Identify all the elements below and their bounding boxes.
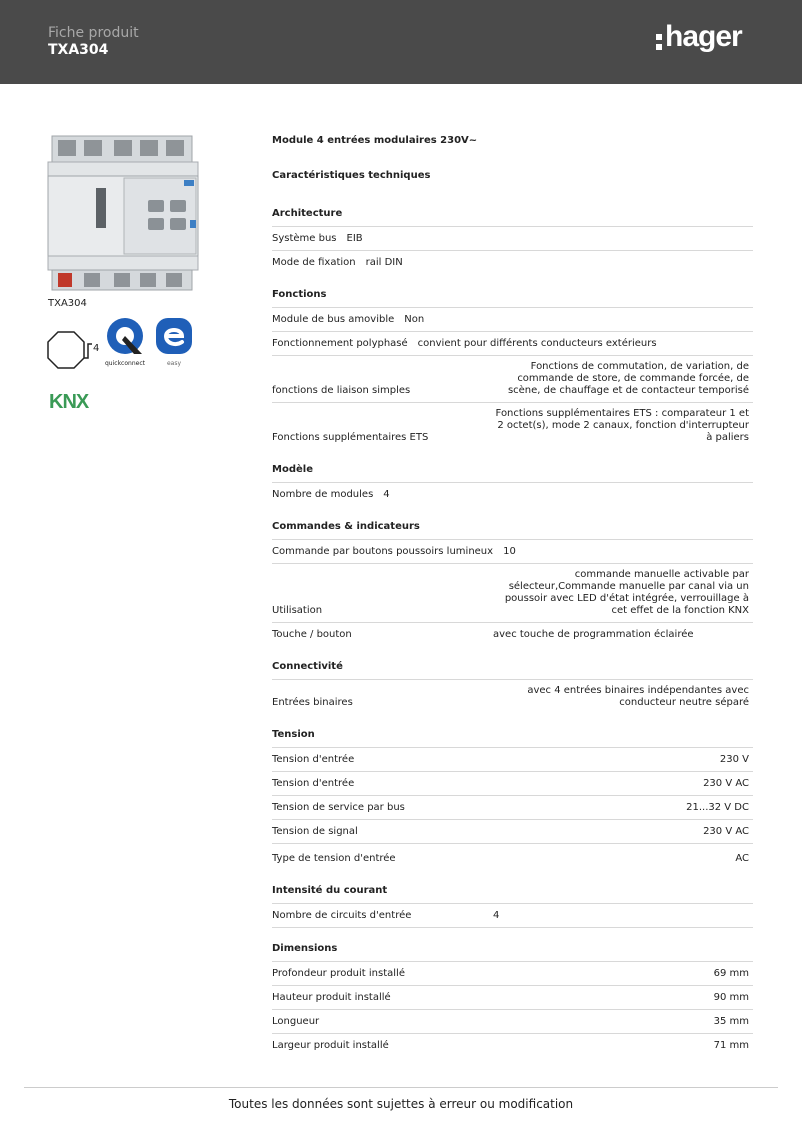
row-label: Module de bus amovible: [272, 314, 395, 325]
table-row: [272, 483, 753, 506]
spec-subtitle: Caractéristiques techniques: [272, 170, 431, 181]
row-label: Hauteur produit installé: [272, 992, 391, 1003]
table-row: [272, 564, 753, 623]
row-label: Commande par boutons poussoirs lumineux: [272, 546, 494, 557]
quickconnect-label: quickconnect: [105, 360, 145, 367]
table-row: [272, 796, 753, 820]
row-value: AC: [735, 853, 749, 864]
row-label: Profondeur produit installé: [272, 968, 405, 979]
knx-label: KNX: [49, 391, 89, 412]
spec-table: [272, 130, 753, 1057]
row-label: Mode de fixation: [272, 257, 356, 268]
table-row: [272, 962, 753, 986]
easy-icon: [154, 316, 194, 368]
section-tension: Tension: [272, 714, 753, 748]
row-label: Utilisation: [272, 605, 323, 616]
table-row: [272, 623, 753, 646]
image-caption: TXA304: [48, 298, 87, 309]
section-dimensions: Dimensions: [272, 927, 753, 962]
table-row: [272, 1010, 753, 1034]
row-value: 21...32 V DC: [686, 802, 749, 813]
row-value: convient pour différents conducteurs extérieurs: [417, 338, 657, 349]
octa-label: 4: [93, 343, 100, 354]
table-row: [272, 332, 753, 356]
row-value: 90 mm: [713, 992, 749, 1003]
row-label: Longueur: [272, 1016, 320, 1027]
table-row: [272, 748, 753, 772]
row-value: 69 mm: [713, 968, 749, 979]
section-fonctions: Fonctions: [272, 274, 753, 308]
row-label: Entrées binaires: [272, 697, 353, 708]
table-row: [272, 403, 753, 449]
row-value: commande manuelle activable par sélecteur,Commande manuelle par canal via un poussoir avec LED d'état intégrée, verrouillage à cet effet de la fonction KNX: [504, 569, 749, 616]
row-label: Largeur produit installé: [272, 1040, 389, 1051]
row-label: Nombre de modules: [272, 489, 374, 500]
table-row: [272, 356, 753, 403]
row-value: rail DIN: [365, 257, 403, 268]
logo-text: hager: [665, 20, 742, 53]
row-label: Touche / bouton: [272, 629, 352, 640]
row-label: Tension de service par bus: [272, 802, 405, 813]
table-row: [272, 251, 753, 274]
product-image: [44, 130, 204, 295]
table-row: [272, 308, 753, 332]
section-intensite: Intensité du courant: [272, 870, 753, 904]
row-value: 35 mm: [713, 1016, 749, 1027]
row-label: Tension de signal: [272, 826, 358, 837]
row-value: 71 mm: [713, 1040, 749, 1051]
row-value: 4: [493, 910, 500, 921]
octagon-4-icon: [46, 330, 102, 370]
row-value: avec 4 entrées binaires indépendantes avec conducteur neutre séparé: [527, 685, 749, 708]
header-subtitle: Fiche produit: [48, 25, 139, 41]
table-row: [272, 772, 753, 796]
row-value: 4: [383, 489, 390, 500]
row-label: fonctions de liaison simples: [272, 385, 411, 396]
row-label: Nombre de circuits d'entrée: [272, 910, 412, 921]
table-row: [272, 904, 753, 927]
table-row: [272, 820, 753, 844]
row-label: Type de tension d'entrée: [272, 853, 396, 864]
row-label: Système bus: [272, 233, 337, 244]
page-header: [0, 0, 802, 84]
row-label: Tension d'entrée: [272, 778, 355, 789]
easy-label: easy: [166, 360, 182, 367]
row-value: EIB: [346, 233, 363, 244]
section-architecture: Architecture: [272, 186, 753, 227]
row-value: Non: [404, 314, 425, 325]
table-row: [272, 227, 753, 251]
footer-divider: [24, 1087, 778, 1088]
row-value: 10: [503, 546, 516, 557]
section-modele: Modèle: [272, 449, 753, 483]
row-value: 230 V: [719, 754, 749, 765]
table-row: [272, 1034, 753, 1057]
row-value: 230 V AC: [703, 826, 749, 837]
knx-icon: [48, 386, 98, 412]
footer-disclaimer: Toutes les données sont sujettes à erreur ou modification: [228, 1097, 574, 1111]
section-commandes: Commandes & indicateurs: [272, 506, 753, 540]
table-row: [272, 844, 753, 870]
row-value: avec touche de programmation éclairée: [493, 629, 694, 640]
section-connectivite: Connectivité: [272, 646, 753, 680]
row-label: Fonctionnement polyphasé: [272, 338, 408, 349]
row-label: Tension d'entrée: [272, 754, 355, 765]
row-value: Fonctions de commutation, de variation, de commande de store, de commande forcée, de scène, de chauffage et de contacteur temporisé: [507, 361, 749, 396]
row-value: Fonctions supplémentaires ETS : comparateur 1 et 2 octet(s), mode 2 canaux, fonction d'interrupteur à paliers: [495, 408, 749, 443]
row-value: 230 V AC: [703, 778, 749, 789]
row-label: Fonctions supplémentaires ETS: [272, 432, 429, 443]
product-title: Module 4 entrées modulaires 230V~: [272, 135, 478, 146]
table-row: [272, 680, 753, 714]
logo-dots-icon: [656, 34, 662, 54]
header-title: TXA304: [48, 42, 109, 58]
table-row: [272, 986, 753, 1010]
table-row: [272, 540, 753, 564]
quickconnect-icon: [102, 316, 148, 368]
